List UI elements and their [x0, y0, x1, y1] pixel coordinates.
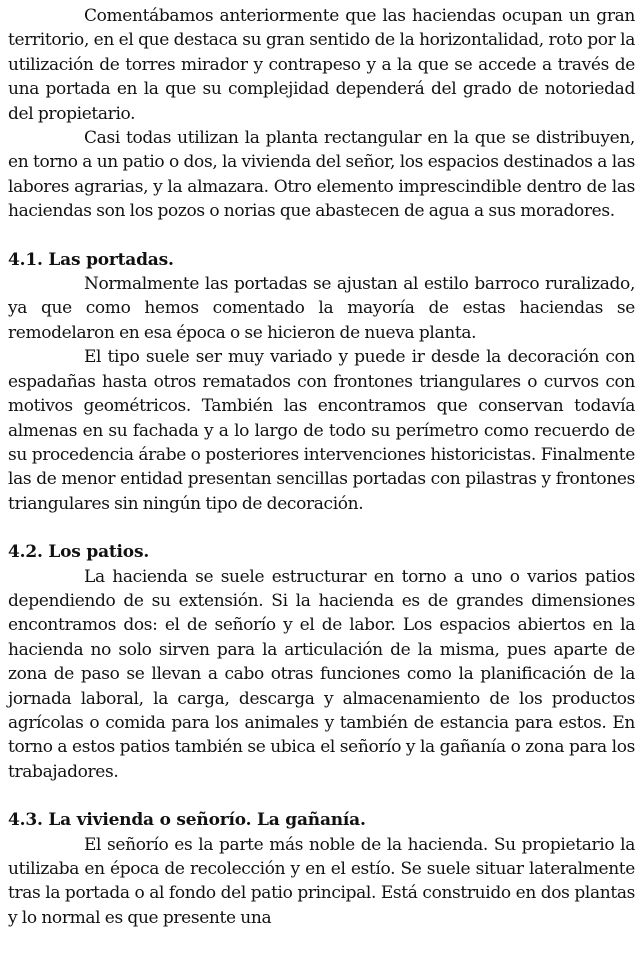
section-heading: 4.2. Los patios. [8, 542, 150, 563]
section-vivienda [8, 808, 635, 930]
section-heading: 4.3. La vivienda o señorío. La gañanía. [8, 810, 366, 831]
section-patios [8, 540, 635, 784]
paragraph: Normalmente las portadas se ajustan al estilo barroco ruralizado, ya que como hemos comentado la mayoría de estas haciendas se remodelaron en esa época o se hicieron de nueva planta. [8, 274, 635, 343]
paragraph: El señorío es la parte más noble de la hacienda. Su propietario la utilizaba en época de recolección y en el estío. Se suele situar lateralmente tras la portada o al fondo del patio principal. Está construido en dos plantas y lo normal es que presente una [8, 834, 635, 928]
section-spacer [8, 784, 635, 808]
section-spacer [8, 516, 635, 540]
section-heading: 4.1. Las portadas. [8, 249, 174, 270]
section-spacer [8, 224, 635, 248]
intro-section [8, 4, 635, 224]
paragraph: Casi todas utilizan la planta rectangular en la que se distribuyen, en torno a un patio o dos, la vivienda del señor, los espacios destinados a las labores agrarias, y la almazara. Otro elemento imprescindible dentro de las haciendas son los pozos o norias que abastecen de agua a sus moradores. [8, 128, 635, 222]
section-portadas [8, 248, 635, 516]
paragraph: La hacienda se suele estructurar en torno a uno o varios patios dependiendo de su extensión. Si la hacienda es de grandes dimensiones encontramos dos: el de señorío y el de labor. Los espacios abiertos en la hacienda no solo sirven para la articulación de la misma, pues aparte de zona de paso se llevan a cabo otras funciones como la planificación de la jornada laboral, la carga, descarga y almacenamiento de los productos agrícolas o comida para los animales y también de estancia para estos. En torno a estos patios también se ubica el señorío y la gañanía o zona para los trabajadores. [8, 566, 635, 782]
paragraph: El tipo suele ser muy variado y puede ir desde la decoración con espadañas hasta otros rematados con frontones triangulares o curvos con motivos geométricos. También las encontramos que conservan todavía almenas en su fachada y a lo largo de todo su perímetro como recuerdo de su procedencia árabe o posteriores intervenciones historicistas. Finalmente las de menor entidad presentan sencillas portadas con pilastras y frontones triangulares sin ningún tipo de decoración. [8, 347, 635, 514]
paragraph: Comentábamos anteriormente que las haciendas ocupan un gran territorio, en el que destaca su gran sentido de la horizontalidad, roto por la utilización de torres mirador y contrapeso y a la que se accede a través de una portada en la que su complejidad dependerá del grado de notoriedad del propietario. [8, 6, 635, 124]
